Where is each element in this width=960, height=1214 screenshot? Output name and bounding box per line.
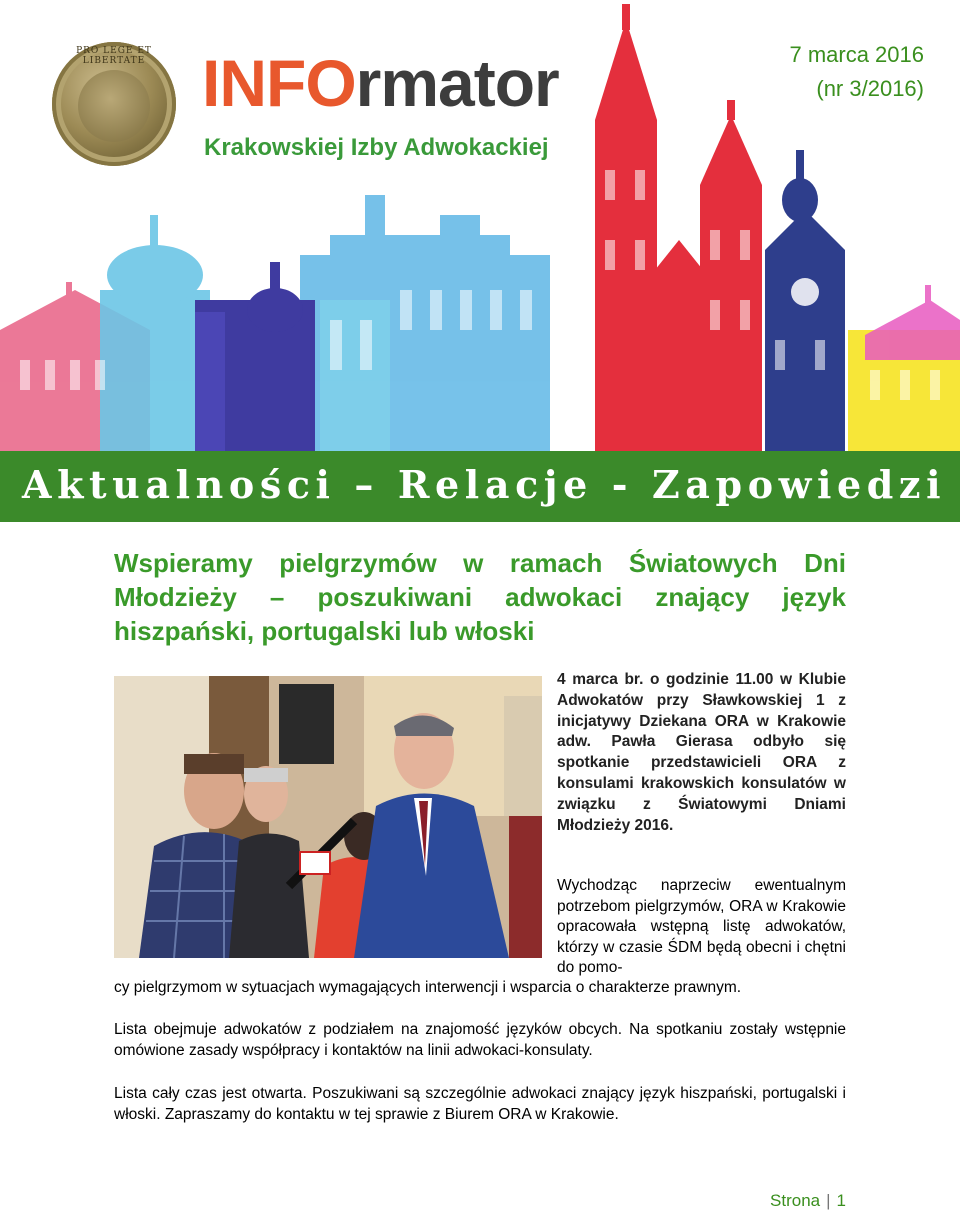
article-paragraph-1-wrapped: Wychodząc naprzeciw ewentualnym potrzebom pielgrzymów, ORA w Krakowie opracowała wstępną listę adwokatów, którzy w czasie ŚDM będą obecni i chętni do pomo- bbox=[557, 877, 846, 977]
article-headline: Wspieramy pielgrzymów w ramach Światowych Dni Młodzieży – poszukiwani adwokaci znający język hiszpański, portugalski lub włoski bbox=[114, 548, 846, 646]
article-lead-text: 4 marca br. o godzinie 11.00 w Klubie Adwokatów przy Sławkowskiej 1 z inicjatywy Dziekana ORA w Krakowie adw. Pawła Gierasa odbyło się spotkanie przedstawicieli ORA z konsulami krakowskich konsulatów w związku z Światowymi Dniami Młodzieży 2016. bbox=[557, 671, 846, 834]
article-paragraph-3: Lista cały czas jest otwarta. Poszukiwani są szczególnie adwokaci znający język hiszpański, portugalski i włoski. Zapraszamy do kontaktu w tej sprawie z Biurem ORA w Krakowie. bbox=[114, 1085, 846, 1123]
issue-number: (nr 3/2016) bbox=[816, 76, 924, 101]
logo-rest: rmator bbox=[355, 46, 559, 120]
page-footer bbox=[770, 1191, 846, 1211]
article-paragraph-1-continued: cy pielgrzymom w sytuacjach wymagających interwencji i wsparcia o charakterze prawnym. bbox=[114, 979, 742, 996]
section-banner-title: Aktualności – Relacje - Zapowiedzi bbox=[22, 462, 947, 507]
meeting-photo bbox=[114, 676, 542, 958]
page-separator: | bbox=[826, 1191, 831, 1210]
logo-highlight: INFO bbox=[202, 46, 356, 120]
issue-date-block bbox=[789, 38, 924, 106]
issue-date: 7 marca 2016 bbox=[789, 42, 924, 67]
article-lead bbox=[557, 670, 846, 836]
medal-relief bbox=[78, 70, 150, 142]
medal-inscription: PRO LEGE ET LIBERTATE bbox=[76, 46, 152, 66]
logo-subtitle: Krakowskiej Izby Adwokackiej bbox=[204, 134, 549, 161]
page-number: 1 bbox=[836, 1191, 846, 1210]
informator-logo bbox=[202, 46, 559, 120]
page-label: Strona bbox=[770, 1191, 821, 1210]
article-paragraph-2: Lista obejmuje adwokatów z podziałem na znajomość języków obcych. Na spotkaniu zostały wstępnie omówione zasady współpracy i kontaktów na linii adwokaci-konsulaty. bbox=[114, 1021, 846, 1059]
